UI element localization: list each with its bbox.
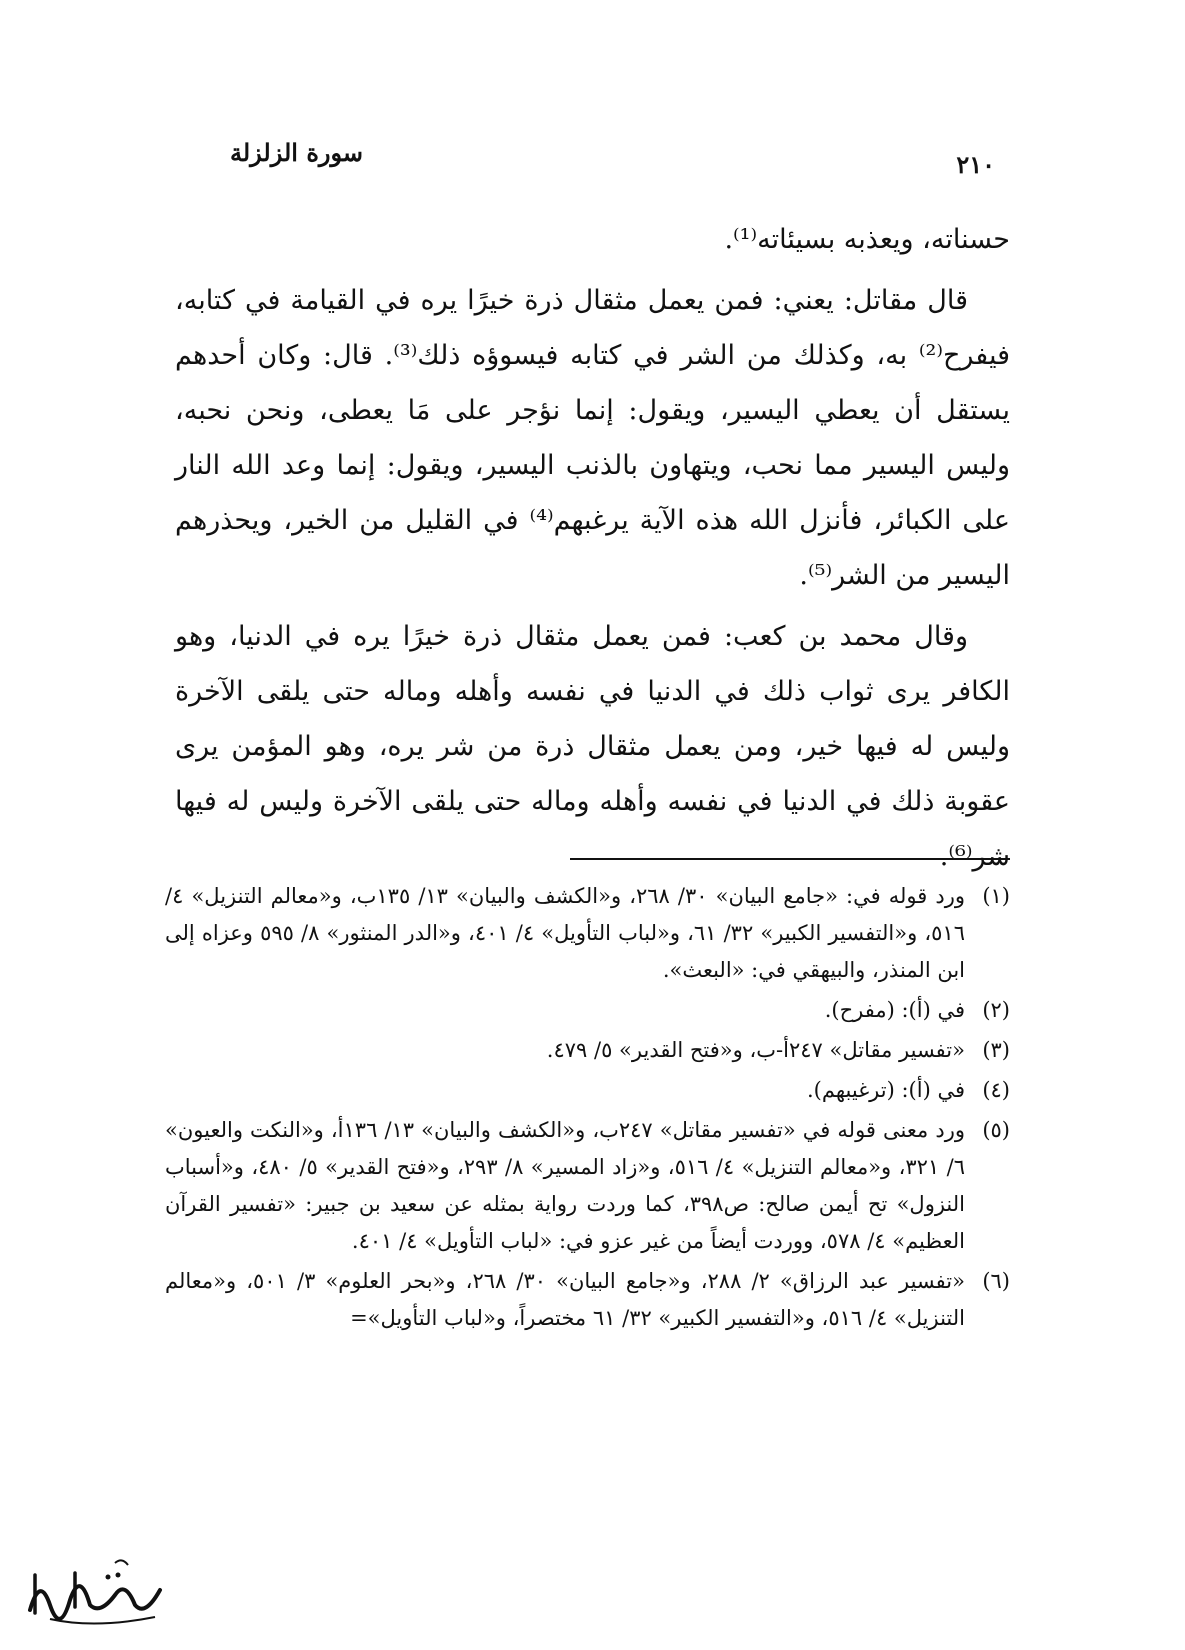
surah-title: سورة الزلزلة <box>230 138 363 167</box>
paragraph-1: حسناته، ويعذبه بسيئاته⁽¹⁾. <box>724 224 1010 255</box>
footnote-number: (١) <box>982 884 1010 908</box>
footnote-text: ورد معنى قوله في «تفسير مقاتل» ٢٤٧ب، و«الكشف والبيان» ١٣/ ١٣٦أ، و«النكت والعيون» ٦/ ٣٢١، و«معالم التنزيل» ٤/ ٥١٦، و«زاد المسير» ٨/ ٢٩٣، و«فتح القدير» ٥/ ٤٨٠، و«أسباب النزول» تح أيمن صالح: ص٣٩٨، كما وردت رواية بمثله عن سعيد بن جبير: «تفسير القرآن العظيم» ٤/ ٥٧٨، ووردت أيضاً من غير عزو في: «لباب التأويل» ٤/ ٤٠١. <box>165 1118 965 1253</box>
publisher-logo <box>20 1555 170 1635</box>
footnote-number: (٢) <box>982 998 1010 1022</box>
footnote-text: «تفسير مقاتل» ٢٤٧أ-ب، و«فتح القدير» ٥/ ٤٧٩. <box>546 1038 965 1062</box>
footnote-text: في (أ): (ترغيبهم). <box>807 1078 965 1102</box>
footnote-6 <box>165 1263 1010 1337</box>
page-number: ٢١٠ <box>956 150 995 179</box>
footnote-number: (٣) <box>982 1038 1010 1062</box>
footnote-5 <box>165 1112 1010 1260</box>
paragraph-2: قال مقاتل: يعني: فمن يعمل مثقال ذرة خيرًا يره في القيامة في كتابه، فيفرح⁽²⁾ به، وكذلك من الشر في كتابه فيسوؤه ذلك⁽³⁾. قال: وكان أحدهم يستقل أن يعطي اليسير، ويقول: إنما نؤجر على مَا يعطى، ونحن نحبه، وليس اليسير مما نحب، ويتهاون بالذنب اليسير، ويقول: إنما وعد الله النار على الكبائر، فأنزل الله هذه الآية يرغبهم⁽⁴⁾ في القليل من الخير، ويحذرهم اليسير من الشر⁽⁵⁾. <box>175 285 1011 591</box>
footnote-4 <box>165 1072 1010 1109</box>
main-text <box>175 212 1010 890</box>
running-header <box>200 138 995 188</box>
footnote-number: (٦) <box>982 1269 1010 1293</box>
paragraph-3: وقال محمد بن كعب: فمن يعمل مثقال ذرة خيرًا يره في الدنيا، وهو الكافر يرى ثواب ذلك في الدنيا في نفسه وأهله وماله حتى يلقى الآخرة وليس له فيها خير، ومن يعمل مثقال ذرة من شر يره، وهو المؤمن يرى عقوبة ذلك في الدنيا في نفسه وأهله وماله حتى يلقى الآخرة وليس له فيها شر⁽⁶⁾. <box>175 621 1010 872</box>
footnote-3 <box>165 1032 1010 1069</box>
footnote-number: (٤) <box>982 1078 1010 1102</box>
footnote-text: في (أ): (مفرح). <box>824 998 965 1022</box>
footnote-text: «تفسير عبد الرزاق» ٢/ ٢٨٨، و«جامع البيان» ٣٠/ ٢٦٨، و«بحر العلوم» ٣/ ٥٠١، و«معالم التنزيل» ٤/ ٥١٦، و«التفسير الكبير» ٣٢/ ٦١ مختصراً، و«لباب التأويل»= <box>165 1269 965 1330</box>
footnote-2 <box>165 992 1010 1029</box>
footnote-text: ورد قوله في: «جامع البيان» ٣٠/ ٢٦٨، و«الكشف والبيان» ١٣/ ١٣٥ب، و«معالم التنزيل» ٤/ ٥١٦، و«التفسير الكبير» ٣٢/ ٦١، و«لباب التأويل» ٤/ ٤٠١، و«الدر المنثور» ٨/ ٥٩٥ وعزاه إلى ابن المنذر، والبيهقي في: «البعث». <box>165 884 965 982</box>
footnote-1 <box>165 878 1010 989</box>
footnote-number: (٥) <box>982 1118 1010 1142</box>
footnote-divider <box>570 858 1010 860</box>
footnotes <box>165 878 1010 1340</box>
